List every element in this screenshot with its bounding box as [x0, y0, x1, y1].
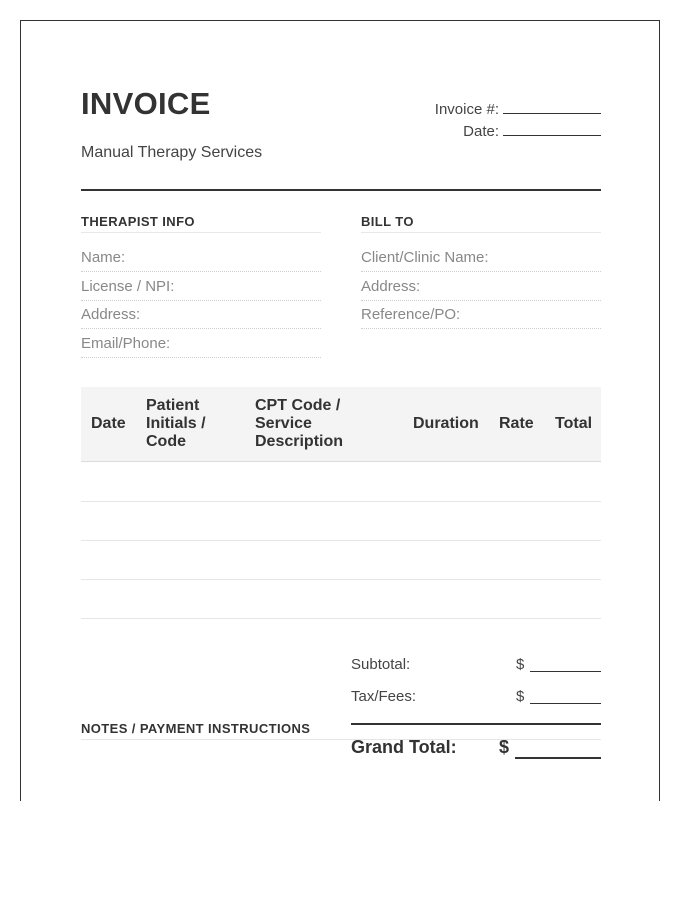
column-patient-line1: Patient	[146, 397, 200, 414]
column-cpt-line2: Service	[255, 415, 312, 432]
grand-total-divider	[351, 723, 601, 725]
tax-currency: $	[516, 688, 525, 705]
invoice-date-blank[interactable]	[503, 121, 601, 136]
invoice-number-label: Invoice #:	[434, 101, 499, 118]
invoice-number-field[interactable]	[435, 99, 601, 118]
invoice-date-field[interactable]	[463, 121, 601, 140]
column-total-label: Total	[555, 415, 593, 432]
tax-blank[interactable]	[530, 703, 601, 704]
invoice-subtitle: Manual Therapy Services	[81, 144, 263, 161]
header-divider	[81, 189, 601, 191]
column-rate-label: Rate	[499, 415, 534, 432]
tax-label: Tax/Fees:	[351, 688, 417, 705]
table-row[interactable]	[81, 618, 601, 619]
services-table-header	[81, 387, 601, 462]
therapist-license-field[interactable]: License / NPI:	[81, 278, 321, 301]
column-cpt	[255, 397, 343, 451]
invoice-title: INVOICE	[81, 86, 211, 121]
grand-total-label: Grand Total:	[351, 737, 457, 757]
invoice-date-label: Date:	[463, 123, 499, 140]
table-row[interactable]	[81, 540, 601, 541]
column-cpt-line3: Description	[255, 433, 344, 450]
column-duration-label: Duration	[413, 415, 479, 432]
column-total	[555, 415, 592, 433]
subtotal-label: Subtotal:	[351, 656, 411, 673]
grand-total-currency: $	[499, 737, 510, 757]
table-row[interactable]	[81, 579, 601, 580]
therapist-address-field[interactable]: Address:	[81, 306, 321, 329]
column-date	[91, 415, 126, 433]
bill-to-heading: BILL TO	[361, 214, 414, 229]
client-address-field[interactable]: Address:	[361, 278, 601, 301]
notes-rule	[81, 739, 601, 740]
client-name-field[interactable]: Client/Clinic Name:	[361, 249, 601, 272]
subtotal-currency: $	[516, 656, 525, 673]
therapist-name-field[interactable]: Name:	[81, 249, 321, 272]
bill-to-heading-rule	[361, 232, 601, 233]
notes-heading: NOTES / PAYMENT INSTRUCTIONS	[81, 721, 311, 736]
therapist-info-heading: THERAPIST INFO	[81, 214, 195, 229]
column-patient-line3: Code	[146, 433, 186, 450]
therapist-contact-field[interactable]: Email/Phone:	[81, 335, 321, 358]
column-rate	[499, 415, 534, 433]
column-patient-line2: Initials /	[146, 415, 206, 432]
therapist-heading-rule	[81, 232, 321, 233]
column-duration	[413, 415, 479, 433]
invoice-number-blank[interactable]	[503, 99, 601, 114]
subtotal-blank[interactable]	[530, 671, 601, 672]
table-row[interactable]	[81, 501, 601, 502]
column-patient	[146, 397, 206, 451]
grand-total-blank[interactable]	[515, 757, 601, 759]
column-cpt-line1: CPT Code /	[255, 397, 341, 414]
column-date-label: Date	[91, 415, 126, 432]
reference-po-field[interactable]: Reference/PO:	[361, 306, 601, 329]
